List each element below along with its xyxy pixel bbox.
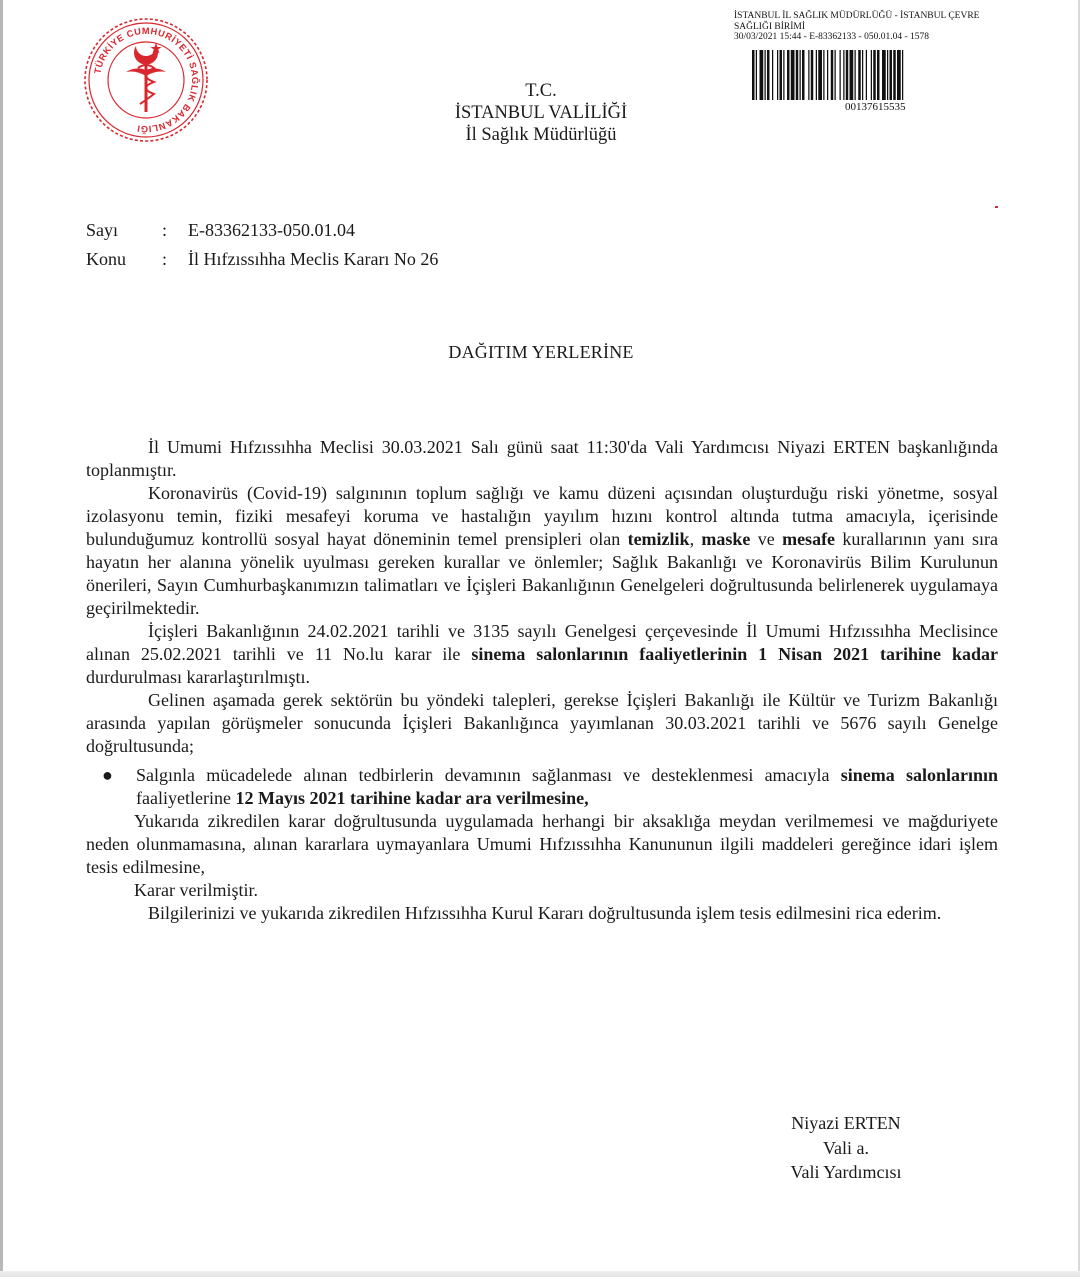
konu-value: İl Hıfzıssıhha Meclis Kararı No 26 [188, 249, 439, 269]
stamp-line-2: SAĞLIĞI BİRİMİ [734, 21, 805, 32]
stamp-line-3: 30/03/2021 15:44 - E-83362133 - 050.01.04 - 1578 [734, 32, 930, 42]
paragraph-5: Yukarıda zikredilen karar doğrultusunda uygulamada herhangi bir aksaklığa meydan verilmemesi ve mağduriyete neden olunmamasına, alınan kararlara uymayanlara Umumi Hıfzıssıhha Kanununun ilgili maddeleri gereğince idari işlem tesis edilmesine, [86, 811, 998, 877]
bold-maske: maske [701, 529, 751, 549]
header-tc: T.C. [525, 81, 557, 101]
barcode [752, 50, 1024, 100]
signer-title: Vali Yardımcısı [790, 1162, 902, 1182]
bullet-icon: ● [102, 765, 113, 785]
logo-ring-text: TÜRKİYE CUMHURİYETİ SAĞLIK BAKANLIĞI [92, 25, 201, 135]
header-directorate: İl Sağlık Müdürlüğü [465, 125, 617, 145]
paragraph-1: İl Umumi Hıfzıssıhha Meclisi 30.03.2021 Salı günü saat 11:30'da Vali Yardımcısı Niyazi ERTEN başkanlığında toplanmıştır. [86, 437, 998, 480]
page-edge-bottom [0, 1271, 1080, 1277]
paragraph-7: Bilgilerinizi ve yukarıda zikredilen Hıfzıssıhha Kurul Kararı doğrultusunda işlem tesis edilmesini rica ederim. [148, 903, 942, 923]
meta-sayi [86, 219, 355, 241]
registry-stamp [734, 11, 1044, 43]
konu-colon: : [162, 249, 168, 269]
meta-konu [86, 248, 438, 270]
sayi-label: Sayı [86, 220, 119, 240]
konu-label: Konu [86, 249, 126, 269]
bold-temizlik: temizlik [627, 529, 690, 549]
red-mark [995, 206, 998, 208]
ministry-of-health-logo [82, 16, 210, 144]
document-header [400, 80, 682, 146]
bold-may-date: 12 Mayıs 2021 tarihine kadar ara verilmesine, [235, 788, 589, 808]
letter-body [86, 436, 998, 925]
bold-mesafe: mesafe [782, 529, 836, 549]
paragraph-2: Koronavirüs (Covid-19) salgınının toplum sağlığı ve kamu düzeni açısından oluşturduğu riski yönetme, sosyal izolasyonu temin, fiziki mesafeyi koruma ve hastalığın yayılım hızını kontrol altında tutma amacıyla, içerisinde bulunduğumuz kontrollü sosyal hayat döneminin temel prensipleri olan temizlik, maske ve mesafe kurallarının yanı sıra hayatın her alanına yönelik uyulması gereken kurallar ve önlemler; Sağlık Bakanlığı ve Koronavirüs Bilim Kurulunun önerileri, Sayın Cumhurbaşkanımızın talimatları ve İçişleri Bakanlığının Genelgeleri doğrultusunda belirlenerek uygulamaya geçirilmektedir. [86, 483, 999, 618]
stamp-line-1: İSTANBUL İL SAĞLIK MÜDÜRLÜĞÜ - İSTANBUL ÇEVRE [734, 11, 980, 21]
barcode-number: 00137615535 [845, 101, 906, 113]
signature-block [760, 1111, 932, 1185]
distribution-heading: DAĞITIM YERLERİNE [448, 342, 634, 362]
paragraph-3: İçişleri Bakanlığının 24.02.2021 tarihli ve 3135 sayılı Genelgesi çerçevesinde İl Umumi Hıfzıssıhha Meclisince alınan 25.02.2021 tarihli ve 11 No.lu karar ile sinema salonlarının faaliyetlerinin 1 Nisan 2021 tarihine kadar durdurulması kararlaştırılmıştı. [86, 621, 998, 687]
sayi-value: E-83362133-050.01.04 [188, 220, 355, 240]
paragraph-6: Karar verilmiştir. [134, 880, 258, 900]
sayi-colon: : [162, 220, 168, 240]
paragraph-4: Gelinen aşamada gerek sektörün bu yöndeki talepleri, gerekse İçişleri Bakanlığı ile Kültür ve Turizm Bakanlığı arasında yapılan görüşmeler sonucunda İçişleri Bakanlığınca yayımlanan 30.03.2021 tarihli ve 5676 sayılı Genelge doğrultusunda; [86, 690, 998, 756]
signer-name: Niyazi ERTEN [791, 1113, 901, 1133]
signer-behalf: Vali a. [823, 1137, 869, 1158]
bold-cinema-suspension: sinema salonlarının faaliyetlerinin 1 Nisan 2021 tarihine kadar [471, 644, 998, 664]
header-governorship: İSTANBUL VALİLİĞİ [454, 103, 628, 123]
decision-bullet: ● Salgınla mücadelede alınan tedbirlerin devamının sağlanması ve desteklenmesi amacıyla sinema salonlarının faaliyetlerine 12 Mayıs 2021 tarihine kadar ara verilmesine, [102, 765, 998, 808]
page-edge-left [0, 0, 3, 1277]
